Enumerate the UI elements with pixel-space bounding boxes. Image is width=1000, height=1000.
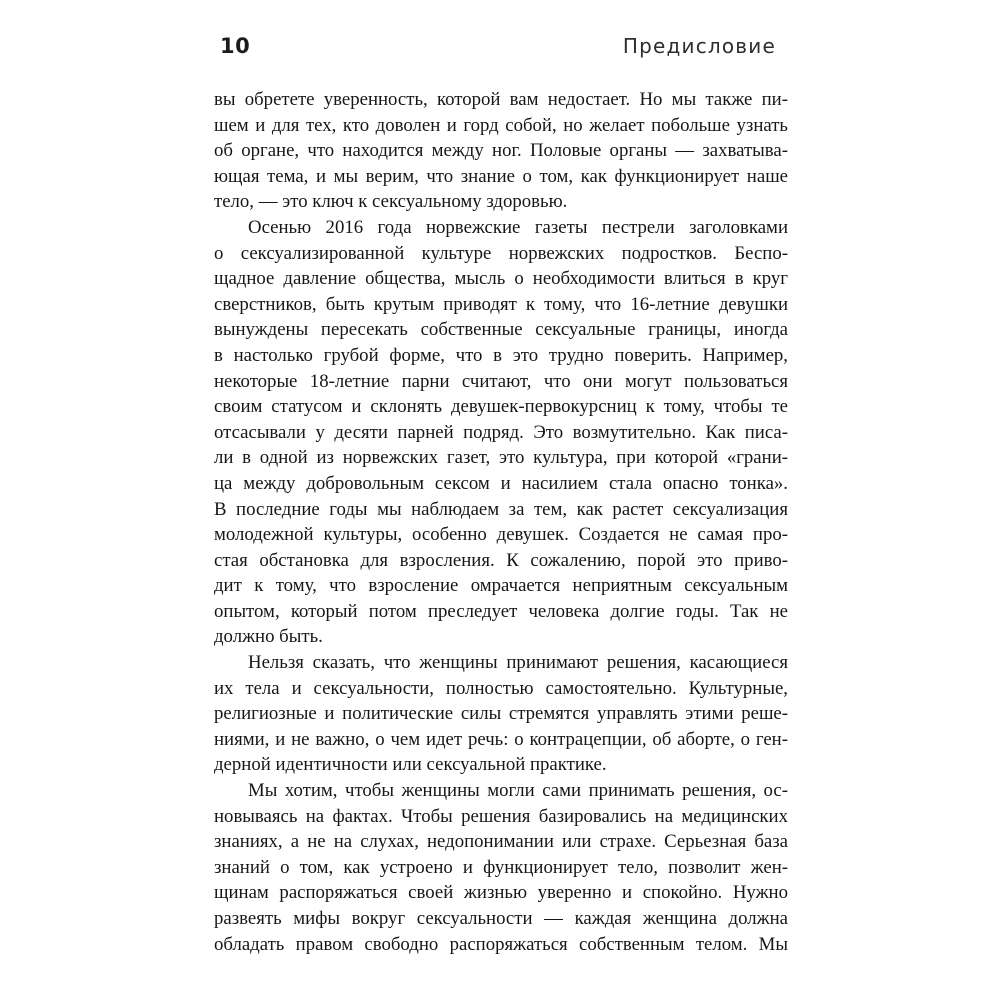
- text-line: новываясь на фактах. Чтобы решения базировались на медицинских: [214, 805, 788, 827]
- page-header: [220, 34, 776, 58]
- page-number: 10: [220, 34, 251, 58]
- text-line: ющая тема, и мы верим, что знание о том, как функционирует наше: [214, 165, 788, 187]
- text-line: вы обретете уверенность, которой вам недостает. Но мы также пи-: [214, 89, 788, 110]
- text-line: должно быть.: [214, 626, 323, 648]
- text-line: в настолько грубой форме, что в это трудно поверить. Например,: [214, 344, 788, 366]
- text-line: щинам распоряжаться своей жизнью уверенно и спокойно. Нужно: [214, 882, 788, 904]
- paragraph: [214, 215, 788, 650]
- text-line: отсасывали у десяти парней подряд. Это возмутительно. Как писа-: [214, 421, 788, 443]
- text-line: своим статусом и склонять девушек-первокурсниц к тому, чтобы те: [214, 396, 788, 418]
- text-block: [214, 87, 788, 957]
- text-line: Нельзя сказать, что женщины принимают решения, касающиеся: [248, 652, 788, 674]
- text-line: щадное давление общества, мысль о необходимости влиться в круг: [214, 268, 788, 290]
- running-head: Предисловие: [622, 34, 776, 58]
- text-line: Осенью 2016 года норвежские газеты пестрели заголовками: [248, 216, 788, 238]
- text-line: вынуждены пересекать собственные сексуальные границы, иногда: [214, 319, 788, 341]
- text-line: сверстников, быть крутым приводят к тому, что 16-летние девушки: [214, 293, 788, 315]
- text-line: обладать правом свободно распоряжаться собственным телом. Мы: [214, 933, 788, 955]
- text-line: о сексуализированной культуре норвежских подростков. Беспо-: [214, 242, 788, 264]
- text-line: знаниях, а не на слухах, недопонимании или страхе. Серьезная база: [214, 831, 788, 853]
- text-line: стая обстановка для взросления. К сожалению, порой это приво-: [214, 549, 788, 571]
- text-line: ли в одной из норвежских газет, это культура, при которой «грани-: [214, 447, 788, 469]
- paragraph: [214, 87, 788, 215]
- text-line: В последние годы мы наблюдаем за тем, как растет сексуализация: [214, 498, 788, 520]
- text-line: об органе, что находится между ног. Половые органы — захватыва-: [214, 140, 788, 162]
- text-line: религиозные и политические силы стремятся управлять этими реше-: [214, 703, 788, 725]
- text-line: знаний о том, как устроено и функционирует тело, позволит жен-: [214, 856, 788, 878]
- text-line: тело, — это ключ к сексуальному здоровью.: [214, 191, 568, 213]
- text-line: ниями, и не важно, о чем идет речь: о контрацепции, об аборте, о ген-: [214, 728, 788, 750]
- text-line: их тела и сексуальности, полностью самостоятельно. Культурные,: [214, 677, 788, 699]
- paragraph: [214, 650, 788, 778]
- text-line: опытом, который потом преследует человека долгие годы. Так не: [214, 600, 788, 622]
- text-line: развеять мифы вокруг сексуальности — каждая женщина должна: [214, 908, 788, 929]
- text-line: молодежной культуры, особенно девушек. Создается не самая про-: [214, 524, 788, 546]
- text-line: шем и для тех, кто доволен и горд собой, но желает побольше узнать: [214, 114, 788, 136]
- text-line: дерной идентичности или сексуальной практике.: [214, 754, 607, 776]
- text-line: Мы хотим, чтобы женщины могли сами принимать решения, ос-: [248, 780, 788, 802]
- text-line: некоторые 18-летние парни считают, что они могут пользоваться: [214, 370, 788, 392]
- text-line: ца между добровольным сексом и насилием стала опасно тонка».: [214, 472, 788, 494]
- text-line: дит к тому, что взросление омрачается неприятным сексуальным: [214, 575, 788, 597]
- paragraph: [214, 778, 788, 957]
